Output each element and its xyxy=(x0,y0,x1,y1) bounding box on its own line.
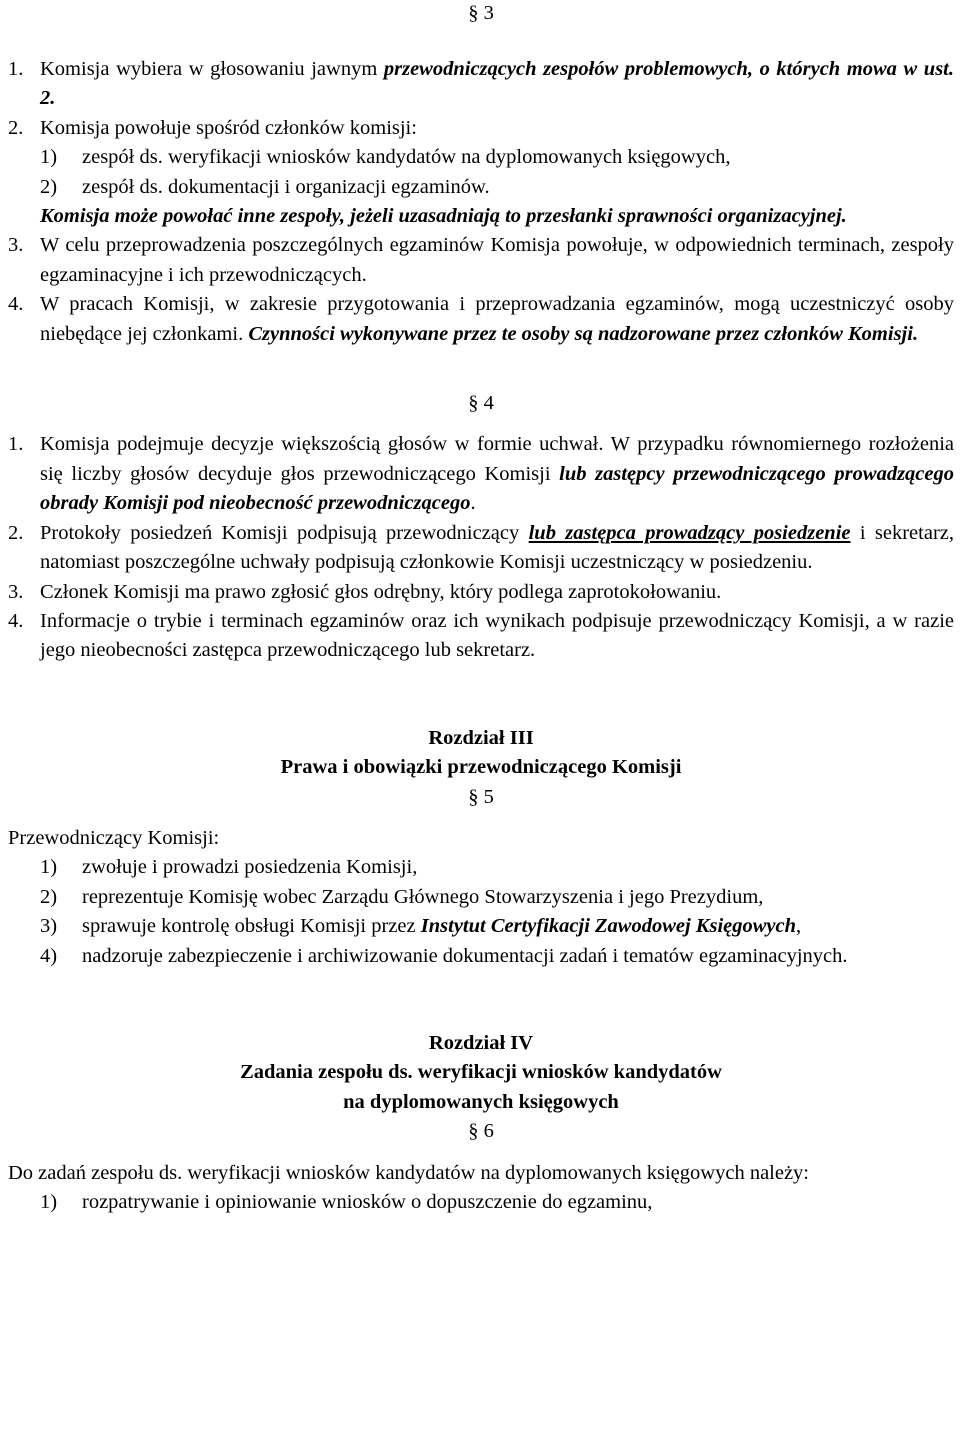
sec3-item-3 xyxy=(8,231,954,290)
subitem-number: 1) xyxy=(40,1191,58,1213)
section-sign-6: § 6 xyxy=(468,1120,494,1143)
sec5-subitem-2 xyxy=(40,883,954,912)
item-text xyxy=(40,430,954,518)
subitem-text: rozpatrywanie i opiniowanie wniosków o dopuszczenie do egzaminu, xyxy=(82,1191,653,1213)
section-sign-4: § 4 xyxy=(468,392,494,415)
sec4-item-4 xyxy=(8,607,954,666)
text-run-italic: przewodniczących zespołów problemowych, o których mowa w ust. 2. xyxy=(40,58,954,110)
subitem-number: 2) xyxy=(40,885,58,908)
item-number: 3. xyxy=(8,580,24,603)
item-number: 4. xyxy=(8,293,24,316)
sec4-item-3 xyxy=(8,578,954,607)
text-run-italic: Instytut Certyfikacji Zawodowej Księgowych xyxy=(420,915,797,938)
text-run-italic-underlined: lub zastępca prowadzący posiedzenie xyxy=(528,521,851,544)
subitem-number: 4) xyxy=(40,944,58,967)
item-number: 3. xyxy=(8,234,24,257)
document-page xyxy=(8,0,954,1217)
subitem-text: nadzoruje zabezpieczenie i archiwizowanie dokumentacji zadań i tematów egzaminacyjnych. xyxy=(82,944,848,967)
subitem-number: 1) xyxy=(40,146,58,169)
text-run: Komisja wybiera w głosowaniu jawnym xyxy=(40,58,384,80)
text-run: , xyxy=(796,915,802,938)
item-text: Informacje o trybie i terminach egzaminów oraz ich wynikach podpisuje przewodniczący Komisji, a w razie jego nieobecności zastępca przewodniczącego lub sekretarz. xyxy=(40,609,954,662)
sec3-item-1 xyxy=(8,55,954,114)
subitem-text xyxy=(82,912,954,941)
sec4-item-1 xyxy=(8,430,954,518)
section-sign-3: § 3 xyxy=(468,2,494,24)
sec3-note xyxy=(40,202,954,231)
sec4-item-2 xyxy=(8,519,954,578)
item-text xyxy=(40,55,954,114)
chapter-3-subtitle: Prawa i obowiązki przewodniczącego Komisji xyxy=(280,756,682,779)
item-text: Komisja powołuje spośród członków komisji: xyxy=(40,116,417,139)
item-text: Członek Komisji ma prawo zgłosić głos odrębny, który podlega zaprotokołowaniu. xyxy=(40,580,722,603)
sec6-lead: Do zadań zespołu ds. weryfikacji wniosków kandydatów na dyplomowanych księgowych należy: xyxy=(8,1161,810,1184)
sec5-subitem-3 xyxy=(40,912,954,941)
sec5-lead: Przewodniczący Komisji: xyxy=(8,826,220,849)
item-number: 1. xyxy=(8,58,24,80)
text-run: W pracach Komisji, w zakresie przygotowania i przeprowadzania egzaminów, mogą uczestniczyć osoby niebędące jej członkami. xyxy=(40,293,954,345)
item-text: W celu przeprowadzenia poszczególnych egzaminów Komisja powołuje, w odpowiednich terminach, zespoły egzaminacyjne i ich przewodniczących. xyxy=(40,234,954,286)
subitem-text: zespół ds. dokumentacji i organizacji egzaminów. xyxy=(82,175,490,198)
text-run: Protokoły posiedzeń Komisji podpisują przewodniczący xyxy=(40,521,529,544)
text-run: . xyxy=(470,492,476,515)
chapter-4-subtitle-line-1: Zadania zespołu ds. weryfikacji wniosków kandydatów xyxy=(240,1061,722,1084)
sec3-subitem-1 xyxy=(40,143,954,172)
subitem-number: 1) xyxy=(40,856,58,879)
subitem-number: 2) xyxy=(40,175,58,198)
text-run-italic: Komisja może powołać inne zespoły, jeżeli uzasadniają to przesłanki sprawności organizacyjnej. xyxy=(40,205,847,228)
item-text xyxy=(40,290,954,349)
sec6-subitem-1 xyxy=(40,1188,954,1217)
sec3-item-4 xyxy=(8,290,954,349)
text-run-italic: Czynności wykonywane przez te osoby są nadzorowane przez członków Komisji. xyxy=(248,322,919,345)
subitem-text: reprezentuje Komisję wobec Zarządu Głównego Stowarzyszenia i jego Prezydium, xyxy=(82,885,764,908)
text-run: Komisja podejmuje decyzje większością głosów w formie uchwał. W przypadku równomiernego rozłożenia się liczby głosów decyduje głos przewodniczącego Komisji xyxy=(40,433,954,485)
text-run: i sekretarz, natomiast poszczególne uchwały podpisują członkowie Komisji uczestniczący w posiedzeniu. xyxy=(40,521,954,574)
subitem-number: 3) xyxy=(40,915,58,938)
item-number: 2. xyxy=(8,521,24,544)
sec5-subitem-4 xyxy=(40,942,954,971)
text-run-italic: lub zastępcy przewodniczącego prowadzącego obrady Komisji pod nieobecność przewodniczącego xyxy=(40,462,954,515)
chapter-4-title: Rozdział IV xyxy=(428,1031,534,1054)
chapter-3-title: Rozdział III xyxy=(428,726,534,749)
sec3-item-2 xyxy=(8,114,954,143)
item-number: 2. xyxy=(8,116,24,139)
sec5-subitem-1 xyxy=(40,853,954,882)
subitem-text: zespół ds. weryfikacji wniosków kandydatów na dyplomowanych księgowych, xyxy=(82,146,731,169)
text-run: sprawuje kontrolę obsługi Komisji przez xyxy=(82,915,421,938)
item-text xyxy=(40,519,954,578)
item-number: 4. xyxy=(8,609,24,632)
chapter-4-subtitle-line-2: na dyplomowanych księgowych xyxy=(343,1090,619,1113)
item-number: 1. xyxy=(8,433,24,456)
section-sign-5: § 5 xyxy=(468,785,494,808)
subitem-text: zwołuje i prowadzi posiedzenia Komisji, xyxy=(82,856,418,879)
sec3-subitem-2 xyxy=(40,173,954,202)
